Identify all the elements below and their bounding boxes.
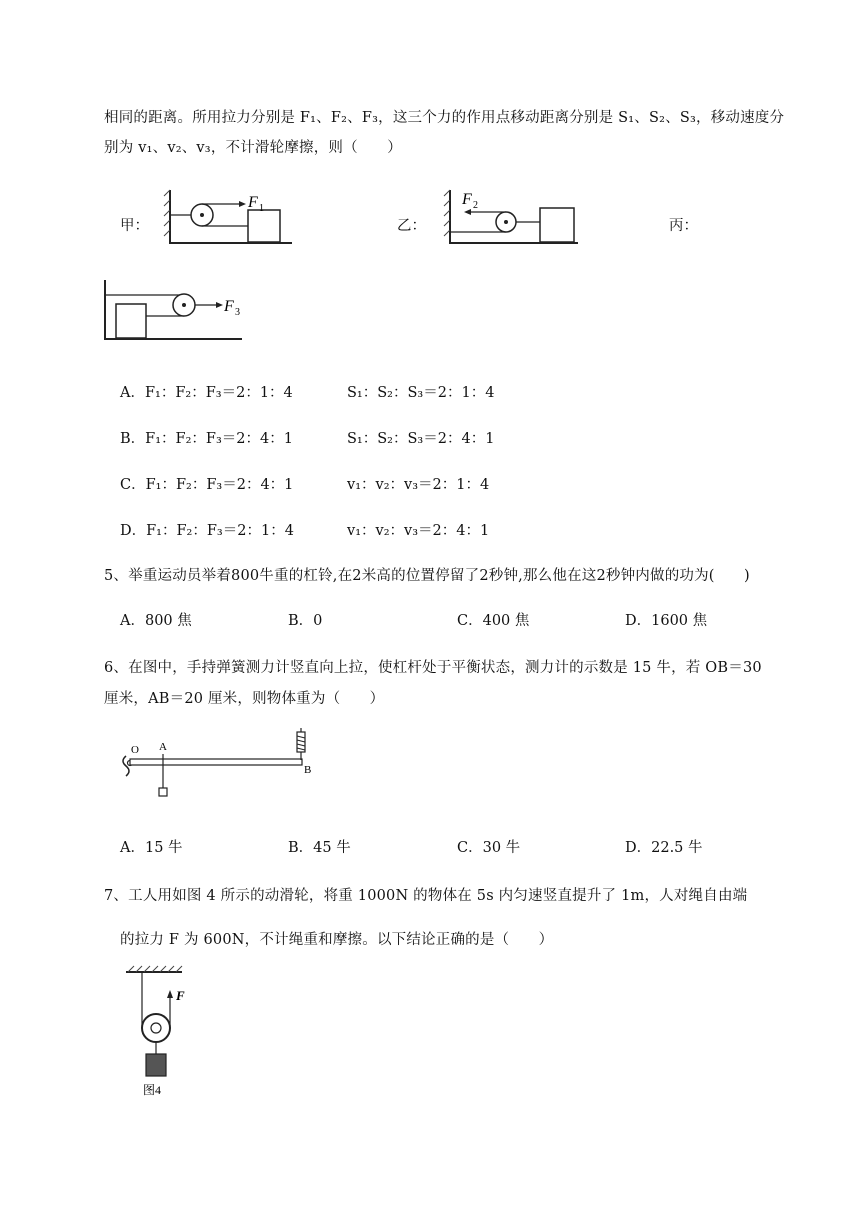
lever-label-a: A	[159, 741, 167, 753]
q6-stem-line1: 6、在图中，手持弹簧测力计竖直向上拉，使杠杆处于平衡状态，测力计的示数是 15 牛，若 OB＝30	[104, 660, 762, 676]
pulley-figure-bing	[100, 278, 250, 342]
q4-option-a-force[interactable]: A．F₁：F₂：F₃＝2：1：4	[120, 385, 293, 401]
pulley-figure-yi	[440, 188, 580, 246]
lever-label-b: B	[304, 764, 312, 776]
fig-label-yi: 乙：	[397, 218, 426, 234]
q5-option-c[interactable]: C．400 焦	[457, 613, 530, 629]
force-label-f1-sub: 1	[259, 203, 264, 214]
q5-option-b[interactable]: B．0	[288, 613, 323, 629]
q5-stem: 5、举重运动员举着800牛重的杠铃,在2米高的位置停留了2秒钟,那么他在这2秒钟内做的功为( )	[104, 568, 750, 584]
q4-option-c-force[interactable]: C．F₁：F₂：F₃＝2：4：1	[120, 477, 294, 493]
q6-option-b[interactable]: B．45 牛	[288, 840, 351, 856]
q4-option-d-force[interactable]: D．F₁：F₂：F₃＝2：1：4	[120, 523, 294, 539]
fig-label-bing: 丙：	[669, 218, 698, 234]
force-label-f2-sub: 2	[473, 200, 478, 211]
q6-stem-line2: 厘米，AB＝20 厘米，则物体重为（ ）	[104, 691, 385, 707]
pulley-force-label: F	[176, 988, 185, 1003]
q4-stem-line1: 相同的距离。所用拉力分别是 F₁、F₂、F₃，这三个力的作用点移动距离分别是 S₁、S₂、S₃，移动速度分	[104, 110, 785, 126]
q6-option-c[interactable]: C．30 牛	[457, 840, 521, 856]
q5-option-a[interactable]: A．800 焦	[120, 613, 192, 629]
lever-figure	[118, 726, 328, 802]
q4-option-d-ratio: v₁：v₂：v₃＝2：4：1	[347, 523, 490, 539]
force-label-f1: F	[248, 194, 258, 211]
movable-pulley-figure	[118, 962, 198, 1102]
figure-caption: 图4	[143, 1083, 162, 1097]
q4-option-a-ratio: S₁：S₂：S₃＝2：1：4	[347, 385, 495, 401]
q7-stem-line2: 的拉力 F 为 600N，不计绳重和摩擦。以下结论正确的是（ ）	[120, 932, 554, 948]
force-label-f3-sub: 3	[235, 307, 240, 318]
q6-option-d[interactable]: D．22.5 牛	[625, 840, 703, 856]
pulley-figure-jia	[160, 188, 300, 246]
force-label-f3: F	[224, 298, 234, 315]
fig-label-jia: 甲：	[120, 218, 149, 234]
q5-option-d[interactable]: D．1600 焦	[625, 613, 708, 629]
q4-stem-line2: 别为 v₁、v₂、v₃，不计滑轮摩擦，则（ ）	[104, 140, 402, 156]
q4-option-b-force[interactable]: B．F₁：F₂：F₃＝2：4：1	[120, 431, 293, 447]
q4-option-c-ratio: v₁：v₂：v₃＝2：1：4	[347, 477, 490, 493]
lever-label-o: O	[131, 744, 139, 756]
q6-option-a[interactable]: A．15 牛	[120, 840, 183, 856]
force-label-f2: F	[462, 191, 472, 208]
q4-option-b-ratio: S₁：S₂：S₃＝2：4：1	[347, 431, 495, 447]
q7-stem-line1: 7、工人用如图 4 所示的动滑轮，将重 1000N 的物体在 5s 内匀速竖直提升了 1m，人对绳自由端	[104, 888, 748, 904]
